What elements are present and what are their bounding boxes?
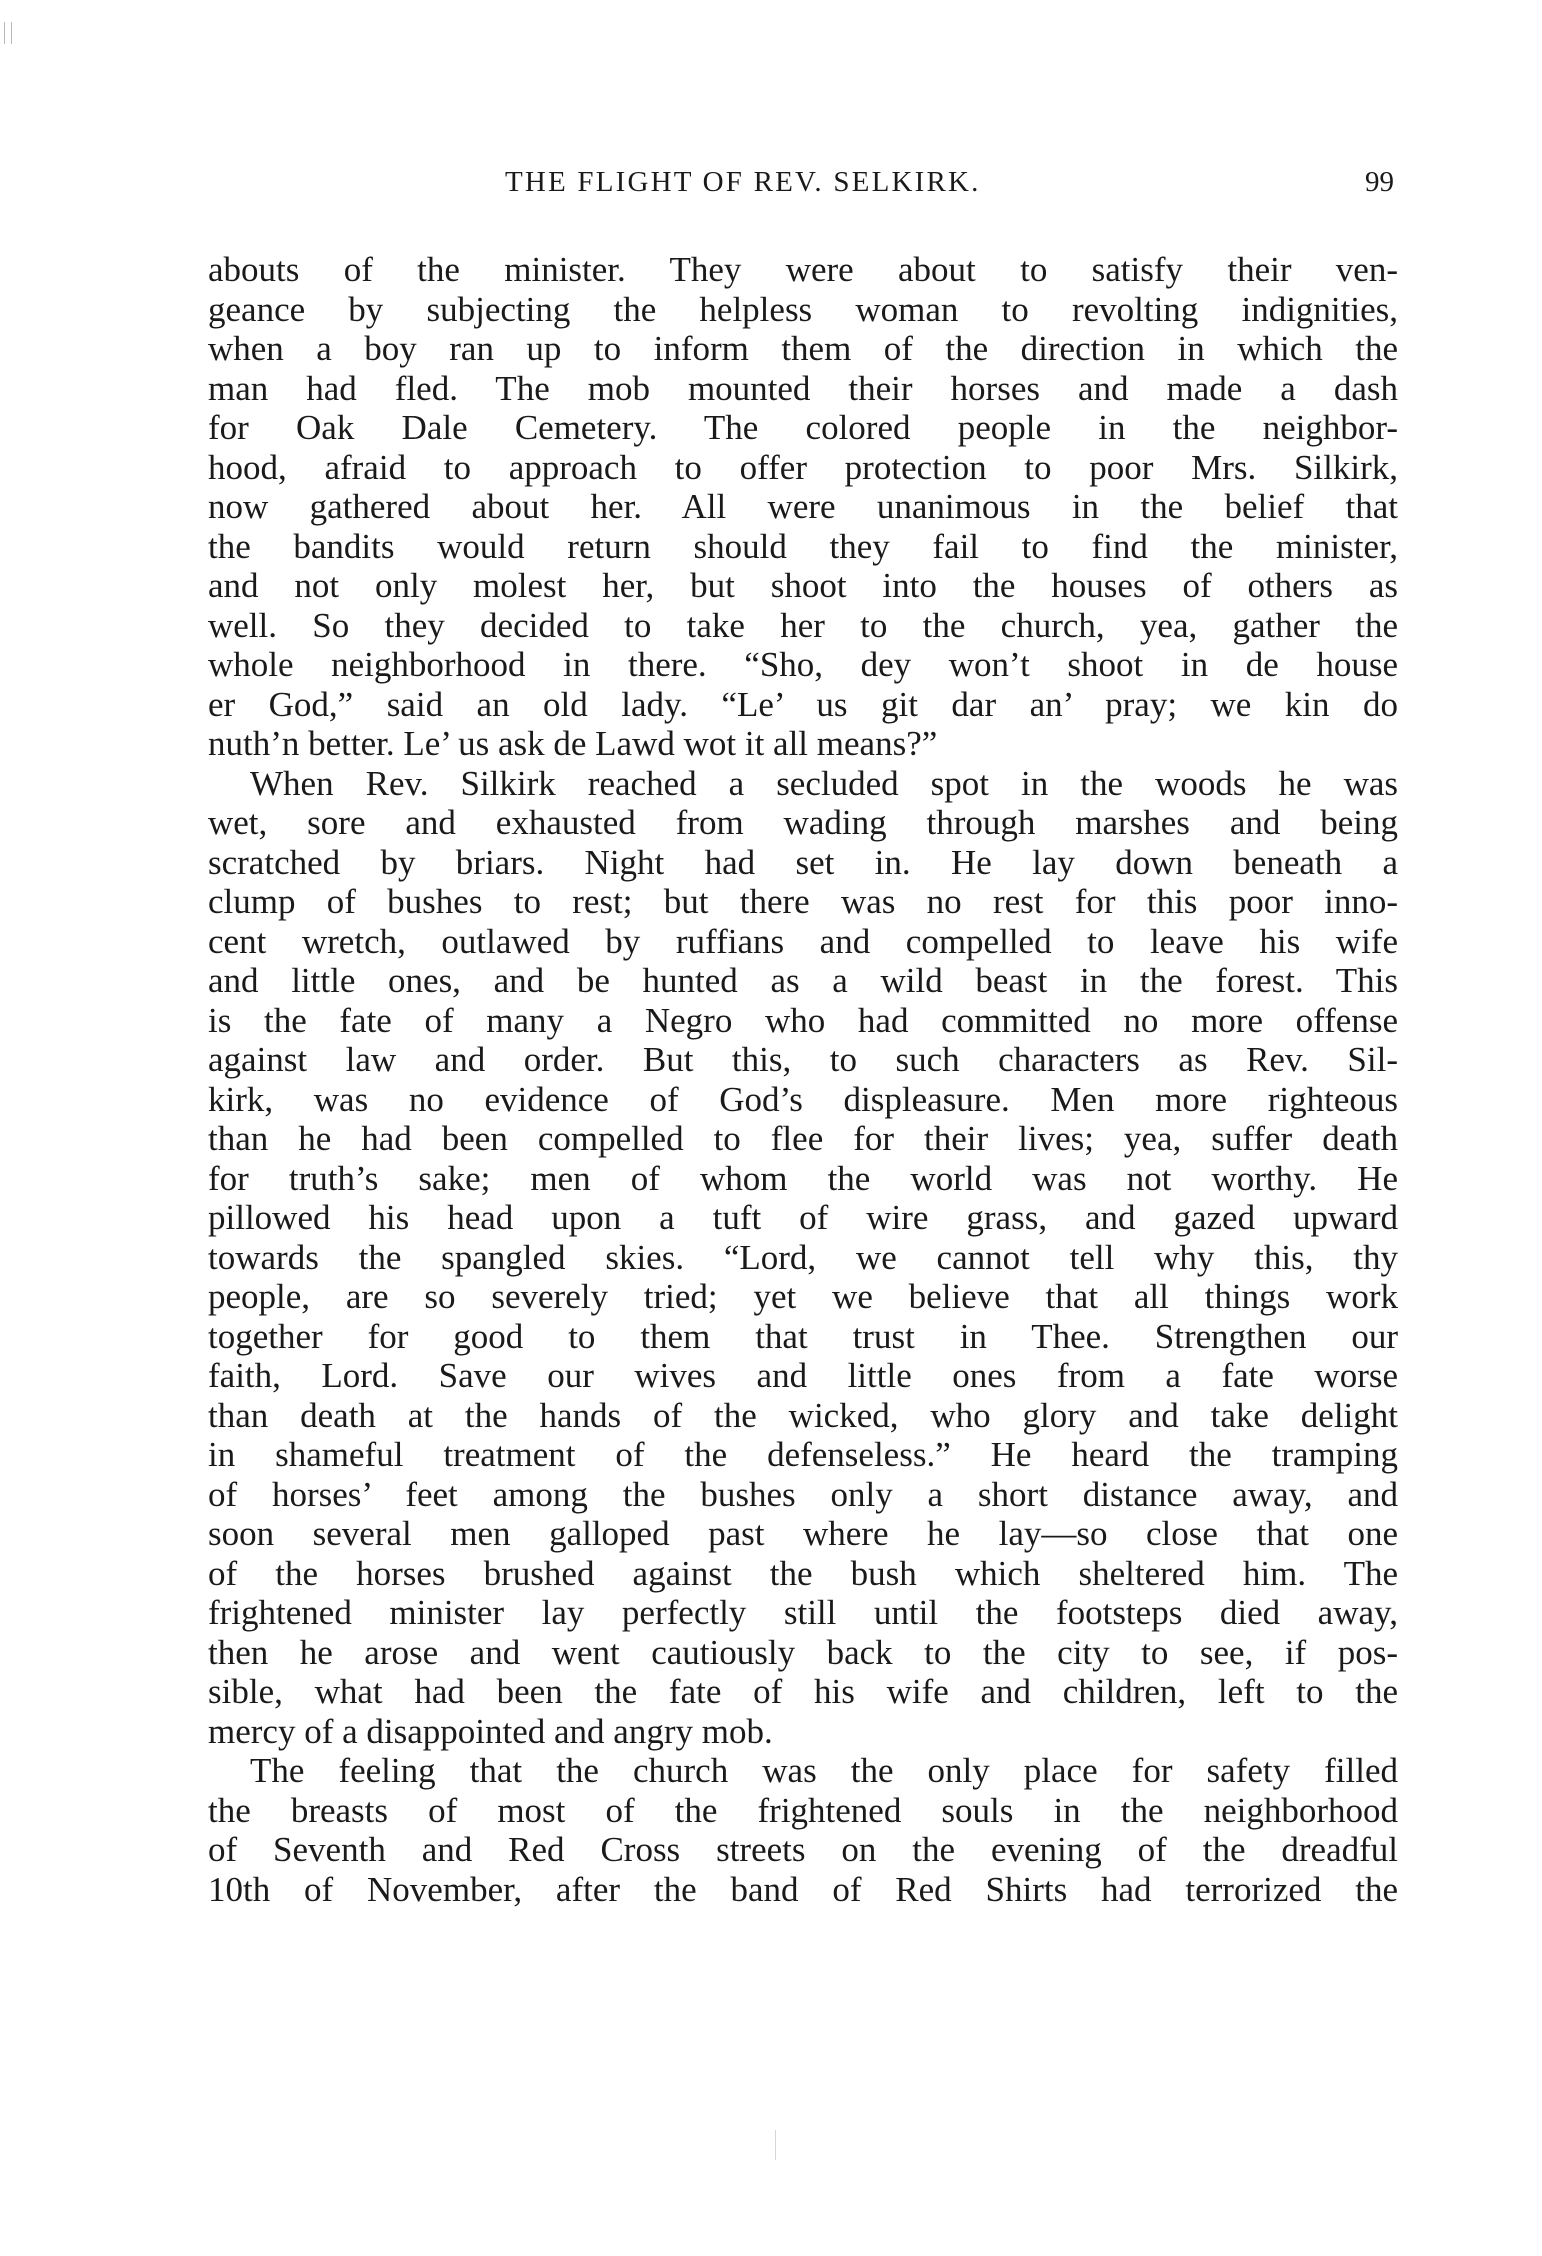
text-line: and little ones, and be hunted as a wild beast in the forest. This	[208, 961, 1398, 1000]
text-line: towards the spangled skies. “Lord, we cannot tell why this, thy	[208, 1237, 1398, 1277]
text-line: kirk, was no evidence of God’s displeasure. Men more righteous	[208, 1079, 1398, 1119]
text-line: of the horses brushed against the bush which sheltered him. The	[208, 1553, 1398, 1593]
text-line: than death at the hands of the wicked, who glory and take delight	[208, 1395, 1398, 1435]
text-line: scratched by briars. Night had set in. He lay down beneath a	[208, 842, 1398, 882]
text-line: and not only molest her, but shoot into the houses of others as	[208, 566, 1398, 605]
body-text	[208, 250, 1398, 1909]
text-line: pillowed his head upon a tuft of wire grass, and gazed upward	[208, 1198, 1398, 1237]
scan-artifact-mark	[775, 2130, 776, 2160]
text-line: for Oak Dale Cemetery. The colored people in the neighbor-	[208, 408, 1398, 447]
text-line: mercy of a disappointed and angry mob.	[208, 1711, 773, 1751]
running-title: THE FLIGHT OF REV. SELKIRK.	[505, 166, 981, 198]
text-line: er God,” said an old lady. “Le’ us git dar an’ pray; we kin do	[208, 684, 1398, 724]
text-line: wet, sore and exhausted from wading through marshes and being	[208, 803, 1398, 842]
text-line: together for good to them that trust in Thee. Strengthen our	[208, 1316, 1398, 1356]
page-number: 99	[1365, 166, 1394, 198]
text-line: geance by subjecting the helpless woman to revolting indignities,	[208, 289, 1398, 329]
text-line: when a boy ran up to inform them of the direction in which the	[208, 329, 1398, 368]
text-line: sible, what had been the fate of his wife and children, left to the	[208, 1672, 1398, 1711]
text-line: people, are so severely tried; yet we believe that all things work	[208, 1277, 1398, 1316]
text-line: soon several men galloped past where he lay—so close that one	[208, 1514, 1398, 1553]
text-line: frightened minister lay perfectly still until the footsteps died away,	[208, 1593, 1398, 1632]
text-line: hood, afraid to approach to offer protection to poor Mrs. Silkirk,	[208, 447, 1398, 487]
text-line: than he had been compelled to flee for their lives; yea, suffer death	[208, 1119, 1398, 1158]
text-line: faith, Lord. Save our wives and little ones from a fate worse	[208, 1356, 1398, 1395]
paragraph-start-line: The feeling that the church was the only place for safety filled	[250, 1751, 1398, 1790]
text-line: man had fled. The mob mounted their horses and made a dash	[208, 368, 1398, 408]
text-line: cent wretch, outlawed by ruffians and compelled to leave his wife	[208, 921, 1398, 961]
running-head	[0, 162, 1542, 202]
text-line: of Seventh and Red Cross streets on the evening of the dreadful	[208, 1830, 1398, 1869]
text-line: for truth’s sake; men of whom the world was not worthy. He	[208, 1158, 1398, 1198]
paragraph-start-line: When Rev. Silkirk reached a secluded spot in the woods he was	[250, 763, 1398, 803]
text-line: of horses’ feet among the bushes only a short distance away, and	[208, 1474, 1398, 1514]
text-line: now gathered about her. All were unanimous in the belief that	[208, 487, 1398, 526]
text-line: abouts of the minister. They were about to satisfy their ven-	[208, 250, 1398, 289]
scan-edge-mark	[4, 22, 12, 44]
text-line: well. So they decided to take her to the church, yea, gather the	[208, 605, 1398, 645]
text-line: then he arose and went cautiously back to the city to see, if pos-	[208, 1632, 1398, 1672]
text-line: clump of bushes to rest; but there was no rest for this poor inno-	[208, 882, 1398, 921]
text-line: nuth’n better. Le’ us ask de Lawd wot it all means?”	[208, 724, 938, 763]
text-line: is the fate of many a Negro who had committed no more offense	[208, 1000, 1398, 1040]
text-line: against law and order. But this, to such characters as Rev. Sil-	[208, 1040, 1398, 1079]
text-line: 10th of November, after the band of Red Shirts had terrorized the	[208, 1869, 1398, 1909]
text-line: the bandits would return should they fail to find the minister,	[208, 526, 1398, 566]
text-line: in shameful treatment of the defenseless.” He heard the tramping	[208, 1435, 1398, 1474]
text-line: whole neighborhood in there. “Sho, dey won’t shoot in de house	[208, 645, 1398, 684]
text-line: the breasts of most of the frightened souls in the neighborhood	[208, 1790, 1398, 1830]
